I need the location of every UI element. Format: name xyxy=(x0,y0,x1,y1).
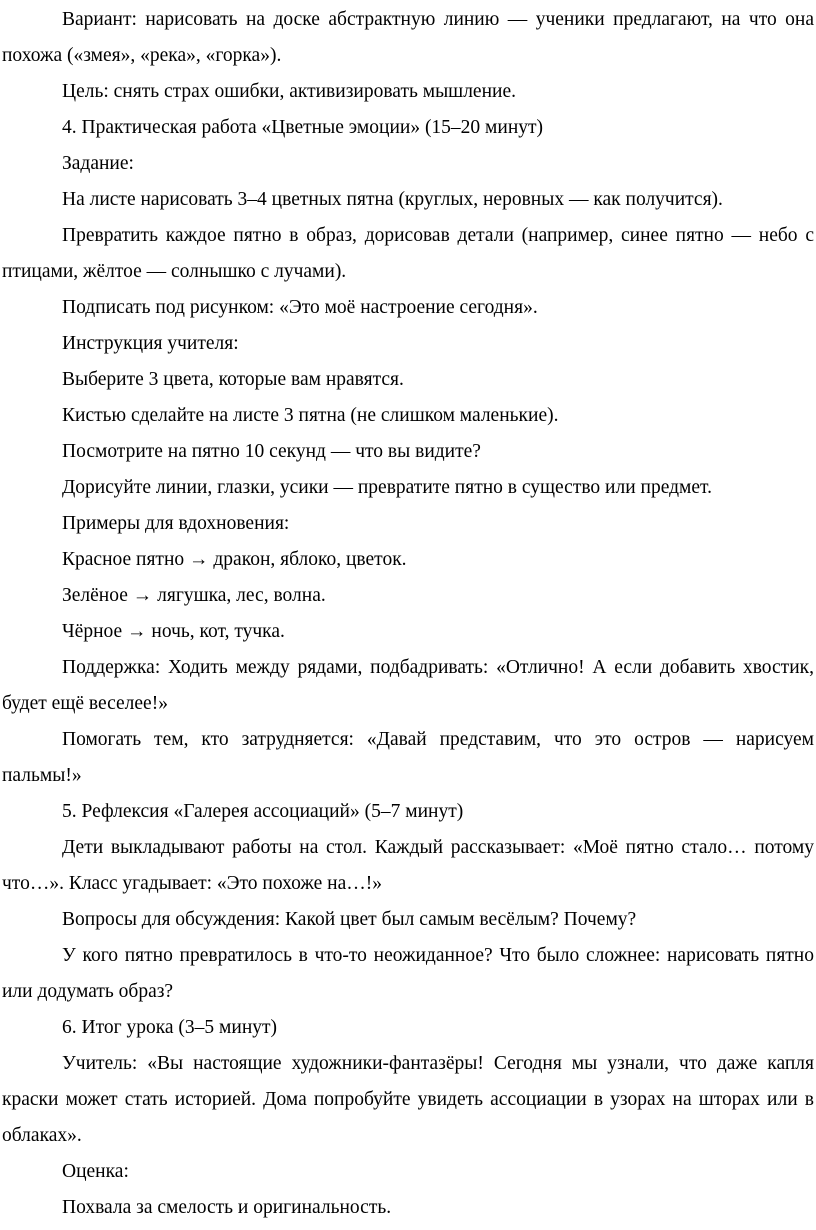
paragraph-goal: Цель: снять страх ошибки, активизировать мышление. xyxy=(62,81,516,102)
paragraph-example-black: Чёрное → ночь, кот, тучка. xyxy=(62,621,285,642)
paragraph-teacher-conclusion: Учитель: «Вы настоящие художники-фантазёры! Сегодня мы узнали, что даже капля краски может стать историей. Дома попробуйте увидеть ассоциации в узорах на шторах или в облаках». xyxy=(2,1053,814,1146)
paragraph-support: Поддержка: Ходить между рядами, подбадривать: «Отлично! А если добавить хвостик, будет ещё веселее!» xyxy=(2,657,814,714)
paragraph-example-green: Зелёное → лягушка, лес, волна. xyxy=(62,585,326,606)
section-heading-practical-work: 4. Практическая работа «Цветные эмоции» (15–20 минут) xyxy=(62,117,544,138)
paragraph-task-label: Задание: xyxy=(62,153,134,174)
paragraph-discussion-questions-2: У кого пятно превратилось в что-то неожиданное? Что было сложнее: нарисовать пятно или додумать образ? xyxy=(2,945,814,1002)
paragraph-task-step-2: Превратить каждое пятно в образ, дорисовав детали (например, синее пятно — небо с птицами, жёлтое — солнышко с лучами). xyxy=(2,225,814,282)
paragraph-help: Помогать тем, кто затрудняется: «Давай представим, что это остров — нарисуем пальмы!» xyxy=(2,729,814,786)
paragraph-variant: Вариант: нарисовать на доске абстрактную линию — ученики предлагают, на что она похожа («змея», «река», «горка»). xyxy=(2,9,814,66)
paragraph-discussion-questions: Вопросы для обсуждения: Какой цвет был самым весёлым? Почему? xyxy=(62,909,637,930)
paragraph-instruction-4: Дорисуйте линии, глазки, усики — превратите пятно в существо или предмет. xyxy=(62,477,712,498)
paragraph-assessment-label: Оценка: xyxy=(62,1161,129,1182)
paragraph-examples-label: Примеры для вдохновения: xyxy=(62,513,290,534)
paragraph-task-step-1: На листе нарисовать 3–4 цветных пятна (круглых, неровных — как получится). xyxy=(62,189,723,210)
paragraph-assessment: Похвала за смелость и оригинальность. xyxy=(62,1197,392,1218)
paragraph-example-red: Красное пятно → дракон, яблоко, цветок. xyxy=(62,549,407,570)
paragraph-instruction-2: Кистью сделайте на листе 3 пятна (не слишком маленькие). xyxy=(62,405,559,426)
paragraph-teacher-instruction-label: Инструкция учителя: xyxy=(62,333,239,354)
paragraph-reflection-description: Дети выкладывают работы на стол. Каждый рассказывает: «Моё пятно стало… потому что…». Класс угадывает: «Это похоже на…!» xyxy=(2,837,814,894)
section-heading-lesson-summary: 6. Итог урока (3–5 минут) xyxy=(62,1017,278,1038)
paragraph-instruction-1: Выберите 3 цвета, которые вам нравятся. xyxy=(62,369,404,390)
paragraph-instruction-3: Посмотрите на пятно 10 секунд — что вы видите? xyxy=(62,441,481,462)
paragraph-task-step-3: Подписать под рисунком: «Это моё настроение сегодня». xyxy=(62,297,538,318)
section-heading-reflection: 5. Рефлексия «Галерея ассоциаций» (5–7 минут) xyxy=(62,801,464,822)
